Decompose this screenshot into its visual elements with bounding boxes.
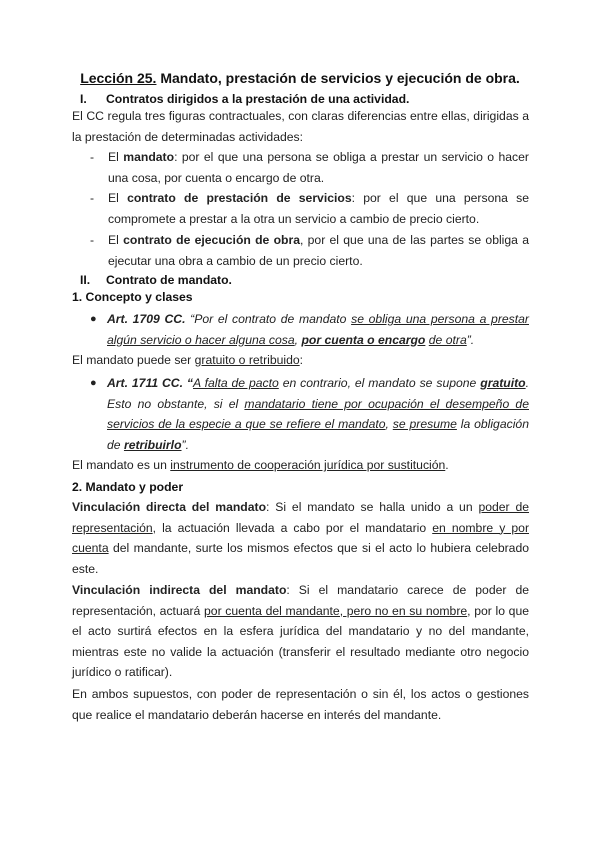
article-ref: Art. 1711 CC — [107, 376, 180, 390]
term-mandato: mandato — [123, 150, 175, 164]
title-text: Mandato, prestación de servicios y ejecución de obra. — [156, 70, 520, 86]
section-1-intro: El CC regula tres figuras contractuales, con claras diferencias entre ellas, dirigidas a la prestación de determinadas actividades: — [72, 109, 529, 144]
page-title — [0, 70, 600, 86]
subsection-2-heading: 2. Mandato y poder — [72, 480, 184, 494]
section-2-title: Contrato de mandato. — [106, 273, 232, 287]
bullet-icon: ● — [90, 377, 97, 389]
term-ejecucion-obra: contrato de ejecución de obra — [123, 233, 300, 247]
section-1-number: I. — [80, 92, 87, 106]
subsection-1-heading: 1. Concepto y clases — [72, 290, 193, 304]
mandate-types-line: El mandato puede ser gratuito o retribuido: — [72, 353, 304, 367]
direct-link-paragraph: Vinculación directa del mandato: Si el mandato se halla unido a un poder de representación, la actuación llevada a cabo por el mandatario en nombre y por cuenta del mandante, surte los mismos efectos que si el acto lo hubiera celebrado este. — [72, 500, 530, 576]
term-prestacion-servicios: contrato de prestación de servicios — [127, 191, 352, 205]
indirect-link-label: Vinculación indirecta del mandato — [72, 583, 287, 597]
list-dash: - — [90, 233, 95, 247]
article-ref: Art. 1709 CC. — [107, 312, 186, 326]
list-dash: - — [90, 150, 95, 164]
list-item: - El contrato de prestación de servicios: por el que una persona se compromete a prestar a la otra un servicio a cambio de precio cierto. — [90, 188, 529, 229]
bullet-icon: ● — [90, 313, 97, 325]
list-dash: - — [90, 191, 95, 205]
list-item: - El mandato: por el que una persona se obliga a prestar un servicio o hacer una cosa, por cuenta o encargo de otra. — [90, 147, 529, 188]
lesson-number: Lección 25. — [80, 70, 157, 86]
list-item: - El contrato de ejecución de obra, por el que una de las partes se obliga a ejecutar una obra a cambio de un precio cierto. — [90, 230, 529, 271]
section-1-title: Contratos dirigidos a la prestación de una actividad. — [106, 92, 410, 106]
mandate-instrument-line: El mandato es un instrumento de cooperación jurídica por sustitución. — [72, 458, 449, 472]
closing-paragraph: En ambos supuestos, con poder de representación o sin él, los actos o gestiones que realice el mandatario deberán hacerse en interés del mandante. — [72, 687, 529, 722]
direct-link-label: Vinculación directa del mandato — [72, 500, 267, 514]
indirect-link-paragraph: Vinculación indirecta del mandato: Si el mandatario carece de poder de representación, actuará por cuenta del mandante, pero no en su nombre, por lo que el acto surtirá efectos en la esfera jurídica del mandatario y no del mandante, mientras este no valide la actuación (transferir el resultado mediante otro negocio jurídico o ratificar). — [72, 583, 530, 679]
section-2-heading — [80, 273, 232, 287]
article-1711-quote: ● Art. 1711 CC. “A falta de pacto en contrario, el mandato se supone gratuito. Esto no obstante, si el mandatario tiene por ocupación el desempeño de servicios de la especie a que se refiere el mandato, se presume la obligación de retribuirlo”. — [90, 373, 529, 455]
section-2-number: II. — [80, 273, 91, 287]
section-1-heading — [80, 92, 409, 106]
article-1709-quote: ● Art. 1709 CC. “Por el contrato de mandato se obliga una persona a prestar algún servicio o hacer alguna cosa, por cuenta o encargo de otra”. — [90, 309, 529, 350]
